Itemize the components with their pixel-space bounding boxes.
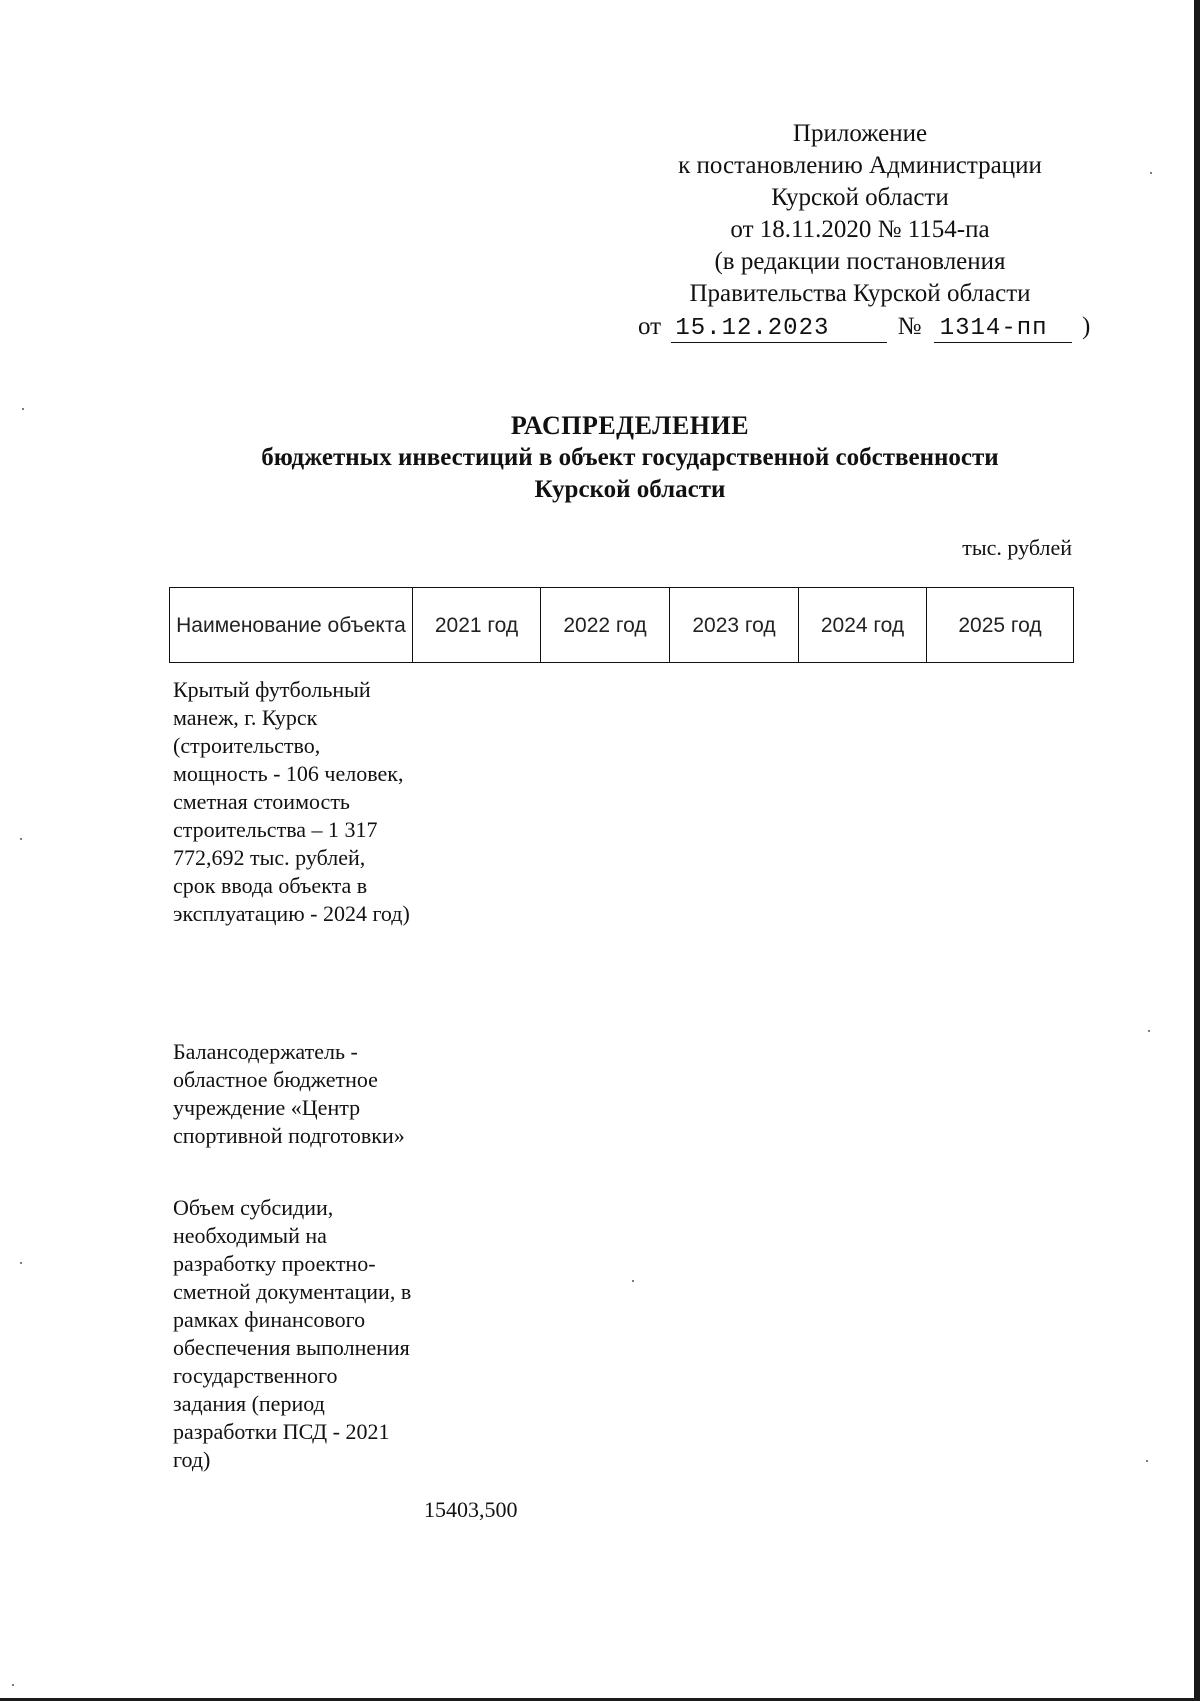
header-line-original-date: от 18.11.2020 № 1154-па [730, 216, 990, 243]
object-description: Крытый футбольный манеж, г. Курск (строительство, мощность - 106 человек, сметная стоимость строительства – 1 317 772,692 тыс. рублей, срок ввода объекта в эксплуатацию - 2024 год) [173, 677, 410, 926]
investment-table [169, 587, 1074, 663]
column-header-2021: 2021 год [413, 588, 541, 663]
header-line-government: Правительства Курской области [689, 280, 1031, 307]
scan-speck [20, 1262, 22, 1264]
title-line-3: Курской области [534, 476, 726, 503]
value-2021: 15403,500 [424, 1497, 518, 1522]
units-label: тыс. рублей [962, 535, 1072, 560]
scan-speck [1148, 1030, 1150, 1032]
sign-prefix: от [638, 313, 662, 340]
scan-speck [1146, 1460, 1148, 1462]
column-header-object-name: Наименование объекта [170, 588, 413, 663]
amendment-number: 1314-пп [934, 316, 1072, 343]
title-line-2: бюджетных инвестиций в объект государственной собственности [261, 444, 999, 471]
column-header-2023: 2023 год [670, 588, 799, 663]
document-title [150, 410, 1110, 506]
scan-speck [12, 1684, 14, 1686]
column-header-2022: 2022 год [541, 588, 670, 663]
amendment-signature-row [638, 310, 1091, 344]
column-header-2024: 2024 год [799, 588, 927, 663]
page-edge-right [1194, 0, 1200, 1701]
header-line-region: Курской области [771, 184, 949, 211]
subsidy-description: Объем субсидии, необходимый на разработку проектно-сметной документации, в рамках финансового обеспечения выполнения государственного задания (период разработки ПСД - 2021 год) [173, 1195, 412, 1472]
scan-speck [632, 1280, 634, 1282]
table-header-row [170, 588, 1074, 663]
scan-speck [22, 408, 24, 410]
appendix-header [620, 118, 1100, 310]
scan-speck [20, 838, 22, 840]
header-line-resolution: к постановлению Администрации [678, 152, 1042, 179]
closing-parenthesis: ) [1081, 313, 1091, 340]
number-sign: № [897, 313, 922, 340]
header-line-appendix: Приложение [792, 120, 928, 147]
title-main: РАСПРЕДЕЛЕНИЕ [510, 411, 750, 440]
header-line-edition: (в редакции постановления [714, 248, 1006, 275]
balance-holder: Балансодержатель - областное бюджетное учреждение «Центр спортивной подготовки» [173, 1039, 405, 1148]
amendment-date: 15.12.2023 [671, 316, 887, 343]
scan-speck [1150, 172, 1152, 174]
column-header-2025: 2025 год [927, 588, 1074, 663]
